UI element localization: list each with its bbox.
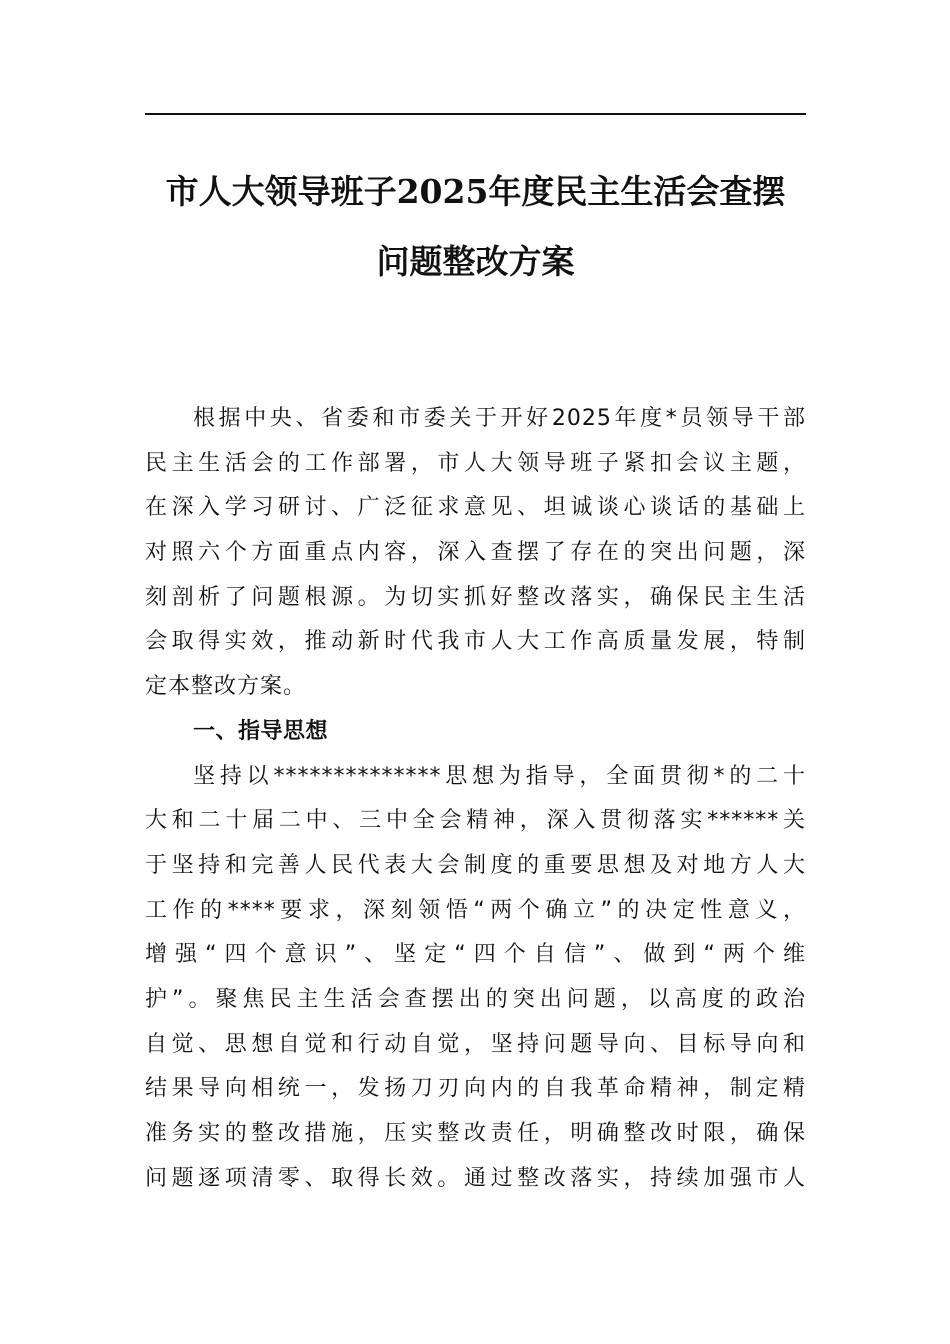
header-rule xyxy=(145,113,806,115)
paragraph-2-line: 增强“四个意识”、坚定“四个自信”、做到“两个维 xyxy=(145,942,806,968)
paragraph-2-line: 于坚持和完善人民代表大会制度的重要思想及对地方人大 xyxy=(145,852,806,878)
paragraph-2-line: 大和二十届二中、三中全会精神，深入贯彻落实******关 xyxy=(145,808,806,834)
paragraph-2-line: 工作的****要求，深刻领悟“两个确立”的决定性意义， xyxy=(145,897,806,923)
paragraph-1-line: 在深入学习研讨、广泛征求意见、坦诚谈心谈话的基础上 xyxy=(145,495,806,521)
paragraph-1-line: 刻剖析了问题根源。为切实抓好整改落实，确保民主生活 xyxy=(145,584,806,610)
paragraph-2-line: 护”。聚焦民主生活会查摆出的突出问题，以高度的政治 xyxy=(145,986,806,1012)
paragraph-1-line: 定本整改方案。 xyxy=(145,674,307,700)
section-heading: 一、指导思想 xyxy=(193,718,329,744)
document-body xyxy=(145,397,806,1201)
paragraph-1-line: 根据中央、省委和市委关于开好2025年度*员领导干部 xyxy=(193,406,806,431)
document-title-line-2: 问题整改方案 xyxy=(376,242,575,281)
paragraph-2-line: 问题逐项清零、取得长效。通过整改落实，持续加强市人 xyxy=(145,1165,806,1191)
paragraph-1-line: 民主生活会的工作部署，市人大领导班子紧扣会议主题， xyxy=(145,450,806,476)
paragraph-2-line: 坚持以**************思想为指导，全面贯彻*的二十 xyxy=(193,763,806,789)
paragraph-1-line: 会取得实效，推动新时代我市人大工作高质量发展，特制 xyxy=(145,629,806,655)
paragraph-2-line: 结果导向相统一，发扬刀刃向内的自我革命精神，制定精 xyxy=(145,1076,806,1102)
document-title-line-1: 市人大领导班子2025年度民主生活会查摆 xyxy=(165,172,786,211)
paragraph-2-line: 自觉、思想自觉和行动自觉，坚持问题导向、目标导向和 xyxy=(145,1031,806,1057)
paragraph-2-line: 准务实的整改措施，压实整改责任，明确整改时限，确保 xyxy=(145,1121,806,1146)
paragraph-1-line: 对照六个方面重点内容，深入查摆了存在的突出问题，深 xyxy=(145,540,806,566)
